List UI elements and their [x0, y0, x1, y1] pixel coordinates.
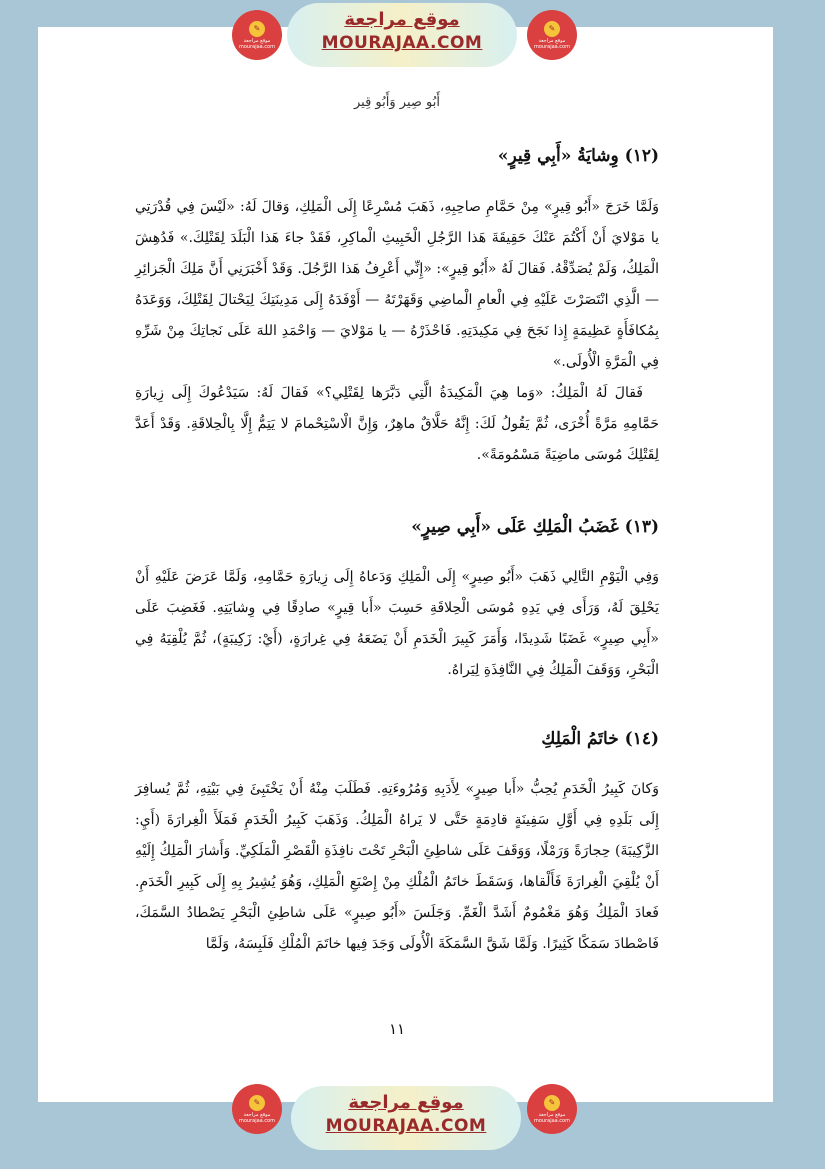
- watermark-latin: MOURAJAA.COM: [321, 33, 483, 53]
- paragraph: وَلَمَّا خَرَجَ «أَبُو قِيرٍ» مِنْ حَمَّامِ صاحِبِهِ، ذَهَبَ مُسْرِعًا إِلَى الْمَلِكِ، وَقالَ لَهُ: «لَيْسَ فِي قُدْرَتِي يا مَوْلايَ أَنْ أَكْتُمَ عَنْكَ حَقِيقَةَ هَذا الرَّجُلِ الْخَبِيثِ الْماكِرِ، فَقَدْ جاءَ هَذا الْبَلَدَ لِقَتْلِكَ.» فَدُهِشَ الْمَلِكُ، وَلَمْ يُصَدِّقْهُ. فَقالَ لَهُ «أَبُو قِيرٍ»: «إِنِّي أَعْرِفُ هَذا الرَّجُلَ. وَقَدْ أَخْبَرَنِي أَنَّ مَلِكَ الْجَزائِرِ — الَّذِي انْتَصَرْتَ عَلَيْهِ فِي الْعامِ الْماضِي وَقَهَرْتَهُ — أَوْفَدَهُ إِلَى مَدِينَتِكَ لِيَحْتالَ لِقَتْلِكَ، وَوَعَدَهُ بِمُكافَأَةٍ عَظِيمَةٍ إِذا نَجَحَ فِي مَكِيدَتِهِ. فَاحْذَرْهُ — يا مَوْلايَ — وَاحْمَدِ اللهَ عَلَى نَجاتِكَ مِنْ شَرِّهِ فِي الْمَرَّةِ الْأُولَى.»: [135, 199, 659, 370]
- watermark-arabic: موقع مراجعة: [348, 1092, 464, 1113]
- watermark-badge-top-right: [527, 10, 577, 60]
- section-title: (١٤) خاتَمُ الْمَلِكِ: [541, 729, 659, 749]
- watermark-arabic: موقع مراجعة: [344, 9, 460, 30]
- section-title: (١٢) وِشايَةُ «أَبِي قِيرٍ»: [497, 146, 659, 166]
- paragraph: وَكانَ كَبِيرُ الْخَدَمِ يُحِبُّ «أَبا صِيرٍ» لِأَدَبِهِ وَمُرُوءَتِهِ. فَطَلَبَ مِنْهُ أَنْ يَخْتَبِئَ فِي بَيْتِهِ، ثُمَّ يُسافِرَ إِلَى بَلَدِهِ فِي أَوَّلِ سَفِينَةٍ قادِمَةٍ حَتَّى لا يَراهُ الْمَلِكُ. وَذَهَبَ كَبِيرُ الْخَدَمِ فَمَلَأَ الْغِرارَةَ (أَيِ: الزَّكِيبَةَ) حِجارَةً وَرَمْلًا، وَوَقَفَ عَلَى شاطِئِ الْبَحْرِ تَحْتَ نافِذَةِ الْقَصْرِ الْمَلَكِيِّ. وَأَشارَ الْمَلِكُ إِلَيْهِ أَنْ يُلْقِيَ الْغِرارَةَ فَأَلْقاها، وَسَقَطَ خاتَمُ الْمُلْكِ مِنْ إِصْبَعِ الْمَلِكِ، وَهُوَ يُشِيرُ بِهِ إِلَى كَبِيرِ الْخَدَمِ. فَعادَ الْمَلِكُ وَهُوَ مَغْمُومٌ أَشَدَّ الْغَمِّ. وَجَلَسَ «أَبُو صِيرٍ» عَلَى شاطِئِ الْبَحْرِ يَصْطادُ السَّمَكَ، فَاصْطادَ سَمَكًا كَثِيرًا. وَلَمَّا شَقَّ السَّمَكَةَ الْأُولَى وَجَدَ فِيها خاتَمَ الْمُلْكِ فَلَبِسَهُ، وَلَمَّا: [135, 781, 659, 952]
- section-13: [135, 514, 659, 686]
- watermark-badge-bottom-right: [527, 1084, 577, 1134]
- logo-icon: ✎: [544, 1095, 560, 1111]
- watermark-banner-top[interactable]: [287, 3, 517, 67]
- section-title: (١٣) غَضَبُ الْمَلِكِ عَلَى «أَبِي صِيرٍ»: [411, 517, 659, 537]
- logo-icon: ✎: [544, 21, 560, 37]
- watermark-badge-top-left: [232, 10, 282, 60]
- badge-text: موقع مراجعة mourajaa.com: [533, 38, 570, 50]
- logo-icon: ✎: [249, 1095, 265, 1111]
- watermark-badge-bottom-left: [232, 1084, 282, 1134]
- section-14: [135, 726, 659, 960]
- watermark-latin: MOURAJAA.COM: [325, 1116, 487, 1136]
- watermark-banner-bottom[interactable]: [291, 1086, 521, 1150]
- paragraph: فَقالَ لَهُ الْمَلِكُ: «وَما هِيَ الْمَكِيدَةُ الَّتِي دَبَّرَها لِقَتْلِي؟» فَقالَ لَهُ: سَيَدْعُوكَ إِلَى زِيارَةِ حَمَّامِهِ مَرَّةً أُخْرَى، ثُمَّ يَقُولُ لَكَ: إِنَّهُ حَلَّاقٌ ماهِرٌ، وَإِنَّ الْاسْتِحْمامَ لا يَتِمُّ إِلَّا بِالْحِلاقَةِ. وَقَدْ أَعَدَّ لِقَتْلِكَ مُوسَى ماضِيَةً مَسْمُومَةً».: [135, 385, 659, 463]
- badge-text: موقع مراجعة mourajaa.com: [533, 1112, 570, 1124]
- badge-text: موقع مراجعة mourajaa.com: [238, 1112, 275, 1124]
- section-12: [135, 143, 659, 471]
- page-number: ١١: [388, 1020, 406, 1038]
- badge-text: موقع مراجعة mourajaa.com: [238, 38, 275, 50]
- logo-icon: ✎: [249, 21, 265, 37]
- running-header: أَبُو صِير وَأَبُو قِير: [353, 95, 440, 110]
- paragraph: وَفِي الْيَوْمِ التَّالِي ذَهَبَ «أَبُو صِيرٍ» إِلَى الْمَلِكِ وَدَعاهُ إِلَى زِيارَةِ حَمَّامِهِ، وَلَمَّا عَرَضَ عَلَيْهِ أَنْ يَحْلِقَ لَهُ، وَرَأَى فِي يَدِهِ مُوسَى الْحِلاقَةِ حَسِبَ «أَبا قِيرٍ» صادِقًا فِي وِشايَتِهِ. فَغَضِبَ عَلَى «أَبِي صِيرٍ» غَضَبًا شَدِيدًا، وَأَمَرَ كَبِيرَ الْخَدَمِ أَنْ يَضَعَهُ فِي غِرارَةٍ، (أَيْ: زَكِيبَةٍ)، ثُمَّ يُلْقِيَهُ فِي الْبَحْرِ، وَوَقَفَ الْمَلِكُ فِي النَّافِذَةِ لِيَراهُ.: [135, 569, 659, 678]
